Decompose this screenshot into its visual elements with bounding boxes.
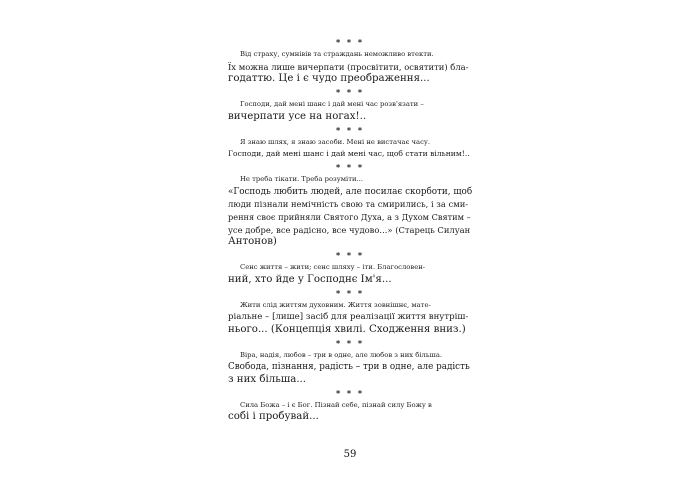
paragraph <box>228 261 472 286</box>
paragraph-line: ріальне – [лише] засіб для реалізації життя внутріш- <box>228 312 469 323</box>
paragraph <box>228 173 472 249</box>
section-separator: * * * <box>335 87 365 98</box>
book-page <box>228 36 472 424</box>
paragraph-line: Від страху, сумнівів та страждань неможливо втекти. <box>240 50 434 58</box>
paragraph <box>228 299 472 337</box>
section-separator: * * * <box>335 287 365 298</box>
paragraph-line: Сенс життя – жити; сенс шляху – іти. Благословен- <box>240 263 426 272</box>
section-separator: * * * <box>335 387 365 398</box>
paragraph-line: Свобода, пізнання, радість – три в одне, але радість <box>228 362 470 373</box>
section-separator: * * * <box>335 250 365 261</box>
paragraph <box>228 399 472 424</box>
paragraph-line: Жити слід життям духовним. Життя зовнішнє, мате- <box>240 300 431 309</box>
paragraph-line: Антонов) <box>228 236 277 248</box>
paragraph-line: люди пізнали немічність свою та смирились, і за сми- <box>228 199 469 210</box>
paragraph-line: Віра, надія, любов – три в одне, але любов з них більша. <box>240 350 443 359</box>
paragraph-line: Господи, дай мені шанс і дай мені час розв'язати – <box>240 100 424 109</box>
paragraph-line: з них більша... <box>228 374 307 386</box>
page-text <box>228 36 472 424</box>
section-separator: * * * <box>335 161 365 172</box>
paragraph-line: Я знаю шлях, я знаю засоби. Мені не вистачає часу. <box>240 137 431 146</box>
paragraph-line: собі і пробувай... <box>228 411 319 423</box>
paragraph <box>228 349 472 387</box>
paragraph-line: годаттю. Це і є чудо преображення... <box>228 73 430 85</box>
section-separator: * * * <box>335 337 365 348</box>
section-separator: * * * <box>335 37 365 47</box>
paragraph-line: рення своє прийняли Святого Духа, а з Духом Святим – <box>228 212 471 223</box>
paragraph-line: ний, хто йде у Господнє Ім'я... <box>228 273 392 285</box>
paragraph <box>228 48 472 86</box>
section-separator: * * * <box>335 124 365 135</box>
paragraph-line: нього... (Концепція хвилі. Сходження вниз.) <box>228 323 466 335</box>
paragraph <box>228 136 472 161</box>
paragraph-line: Сила Божа – і є Бог. Пізнай себе, пізнай силу Божу в <box>240 400 432 409</box>
paragraph-line: «Господь любить людей, але посилає скорботи, щоб <box>228 186 473 197</box>
paragraph-line: усе добре, все радісно, все чудово...» (Старець Силуан <box>228 224 471 235</box>
page-number: 59 <box>343 449 357 460</box>
paragraph-line: Господи, дай мені шанс і дай мені час, щоб стати вільним!.. <box>228 149 470 159</box>
paragraph-line: вичерпати усе на ногах!.. <box>228 110 367 122</box>
paragraph-line: Їх можна лише вичерпати (просвітити, освятити) бла- <box>228 61 469 72</box>
paragraph-line: Не треба тікати. Треба розуміти... <box>240 174 363 183</box>
paragraph <box>228 98 472 123</box>
